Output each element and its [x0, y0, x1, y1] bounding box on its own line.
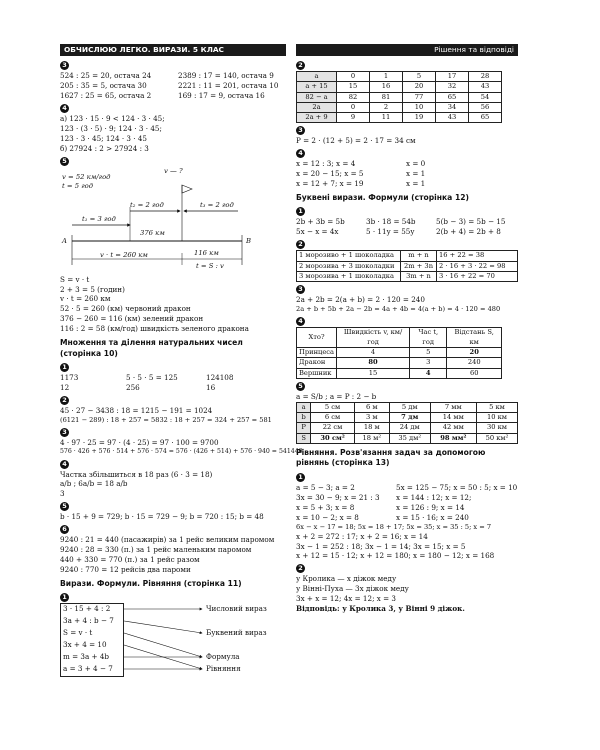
- table-cell: 18 м: [354, 423, 389, 433]
- answer-line: 205 : 35 = 5, остача 30: [60, 80, 147, 90]
- task-number: 5: [60, 157, 69, 166]
- answer-line: 4 · 97 · 25 = 97 · (4 · 25) = 97 · 100 = 9700: [60, 438, 219, 448]
- answer-line: v · t = 260 км: [60, 294, 111, 304]
- answer-line: 440 + 330 = 770 (п.) за 1 рейс разом: [60, 555, 200, 565]
- answer-line: 9240 : 21 = 440 (пасажирів) за 1 рейс великим паромом: [60, 535, 275, 545]
- answer-line: 2a + b + 5b + 2a − 2b = 4a + 4b = 4(a + b) = 4 · 120 = 480: [296, 305, 501, 314]
- task-number: 2: [296, 564, 305, 573]
- task-5-solution: [60, 275, 286, 335]
- answer-line: 116 : 2 = 58 (км/год) швидкість зеленого дракона: [60, 324, 249, 334]
- task-number: 1: [60, 593, 69, 602]
- answer-cell: 3b · 18 = 54b: [366, 217, 416, 227]
- table-header-cell: Швидкість v, км/год: [337, 328, 410, 348]
- table-cell: 14 мм: [430, 413, 476, 423]
- table-cell: 3 · 16 + 22 = 70: [437, 271, 518, 281]
- table-cell: 3m + n: [401, 271, 437, 281]
- diagram-label: t₂ = 2 год: [130, 200, 164, 209]
- table-cell: Дракон: [297, 358, 337, 368]
- section-title: Буквені вирази. Формули (сторінка 12): [296, 193, 469, 202]
- table-cell: S: [297, 433, 311, 443]
- answer-line: 169 : 17 = 9, остача 16: [178, 90, 265, 100]
- task-number: 4: [296, 149, 305, 158]
- table-cell: 6 м: [354, 402, 389, 412]
- table-cell: 7 дм: [389, 413, 430, 423]
- table-cell: 98 мм²: [430, 433, 476, 443]
- task-number: 4: [60, 460, 69, 469]
- answer-cell: 12: [60, 383, 70, 393]
- answer-line: 3x − 1 = 252 : 18; 3x − 1 = 14; 3x = 15; x = 5: [296, 541, 466, 551]
- answer-line: а) 123 · 15 · 9 < 124 · 3 · 45;: [60, 113, 165, 123]
- table-cell: 82: [337, 92, 370, 102]
- purchase-table: [296, 250, 518, 282]
- table-cell: 4: [410, 368, 447, 378]
- table-cell: a: [297, 402, 311, 412]
- table-cell: Вершник: [297, 368, 337, 378]
- answer-line: 1627 : 25 = 65, остача 2: [60, 90, 152, 100]
- answer-line: 2a + 2b = 2(a + b) = 2 · 120 = 240: [296, 295, 425, 305]
- answer-line: 2 + 3 = 5 (годин): [60, 284, 125, 294]
- task-number: 6: [60, 525, 69, 534]
- diagram-label: 376 км: [140, 228, 165, 237]
- answer-cell: x = 20 − 15; x = 5: [296, 169, 364, 179]
- diagram-label: t₁ = 3 год: [82, 214, 116, 223]
- section-title: Вирази. Формули. Рівняння (сторінка 11): [60, 579, 242, 589]
- table-cell: 0: [337, 102, 370, 112]
- answer-line: у Вінні-Пуха — 3x діжок меду: [296, 584, 409, 594]
- diagram-label: 116 км: [194, 248, 219, 257]
- table-cell: 2m + 3n: [401, 261, 437, 271]
- table-cell: 56: [469, 102, 502, 112]
- table-cell: 7 мм: [430, 402, 476, 412]
- answer-cell: 3x = 30 − 9; x = 21 : 3: [296, 492, 380, 502]
- answer-cell: x = 12 + 7; x = 19: [296, 179, 364, 189]
- table-cell: 42 мм: [430, 423, 476, 433]
- answer-line: a = S/b ; a = P : 2 − b: [296, 391, 377, 401]
- task-number: 5: [296, 382, 305, 391]
- table-cell: b: [297, 413, 311, 423]
- task-number: 2: [296, 61, 305, 70]
- diagram-label: B: [246, 236, 251, 245]
- task-number: 2: [296, 240, 305, 249]
- table-cell: 2a + 9: [297, 113, 337, 123]
- table-cell: 9: [337, 113, 370, 123]
- table-cell: 35 дм²: [389, 433, 430, 443]
- task-number: 3: [60, 61, 69, 70]
- table-cell: 20: [403, 82, 436, 92]
- task-number: 2: [60, 396, 69, 405]
- table-cell: 5: [410, 348, 447, 358]
- table-cell: 43: [469, 82, 502, 92]
- table-cell: 28: [469, 72, 502, 82]
- table-header-cell: Хто?: [297, 328, 337, 348]
- s1-task-1-answers: [60, 373, 286, 393]
- table-cell: 6 см: [311, 413, 355, 423]
- answer-cell: 256: [126, 383, 140, 393]
- table-cell: 30 см²: [311, 433, 355, 443]
- answer-cell: x = 10 − 2; x = 8: [296, 512, 359, 522]
- match-item: 3x + 4 = 10: [63, 640, 107, 650]
- diagram-label: v · t = 260 км: [100, 250, 148, 259]
- s1-task-1-answers: [296, 217, 518, 237]
- table-cell: 0: [337, 72, 370, 82]
- table-cell: 30 км: [476, 423, 517, 433]
- diagram-label: v = 52 км/год: [62, 172, 111, 181]
- match-target: Числовий вираз: [206, 604, 267, 614]
- table-header-cell: Відстань S, км: [447, 328, 502, 348]
- table-cell: 10: [403, 102, 436, 112]
- table-cell: 77: [403, 92, 436, 102]
- table-cell: 3: [410, 358, 447, 368]
- table-cell: 1 морозиво + 1 шоколадка: [297, 251, 401, 261]
- table-cell: 16 + 22 = 38: [437, 251, 518, 261]
- answer-line: Частка збільшиться в 18 раз (6 · 3 = 18): [60, 469, 213, 479]
- table-header-cell: Час t, год: [410, 328, 447, 348]
- table-cell: 15: [337, 82, 370, 92]
- table-cell: 5 км: [476, 402, 517, 412]
- task-number: 1: [296, 207, 305, 216]
- table-cell: 50 км²: [476, 433, 517, 443]
- answer-line: x + 2 = 272 : 17; x + 2 = 16; x = 14: [296, 531, 428, 541]
- table-cell: 82 − a: [297, 92, 337, 102]
- answer-cell: x = 12 : 3; x = 4: [296, 159, 356, 169]
- match-left-box: [60, 603, 124, 677]
- table-cell: 3 морозива + 1 шоколадка: [297, 271, 401, 281]
- answer-line: 52 · 5 = 260 (км) червоний дракон: [60, 304, 191, 314]
- section-title: Множення та ділення натуральних чисел (сторінка 10): [60, 338, 243, 358]
- answer-line: P = 2 · (12 + 5) = 2 · 17 = 34 см: [296, 136, 416, 146]
- table-cell: 34: [436, 102, 469, 112]
- answer-line: b · 15 + 9 = 729; b · 15 = 729 − 9; b = 720 : 15; b = 48: [60, 512, 264, 522]
- header-right-title: Рішення та відповіді: [296, 44, 518, 56]
- table-cell: m + n: [401, 251, 437, 261]
- answer-cell: x = 15 · 16; x = 240: [396, 512, 469, 522]
- task-number: 3: [60, 428, 69, 437]
- answer-cell: x = 1: [406, 169, 426, 179]
- table-cell: 24 дм: [389, 423, 430, 433]
- task-3-answers: [60, 71, 286, 101]
- table-cell: 54: [469, 92, 502, 102]
- table-cell: 20: [447, 348, 502, 358]
- task-number: 4: [296, 317, 305, 326]
- task-number: 4: [60, 104, 69, 113]
- answer-cell: 16: [206, 383, 216, 393]
- answer-cell: 5 · 5 · 5 = 125: [126, 373, 178, 383]
- diagram-label: A: [62, 236, 67, 245]
- answer-line: 576 · 426 + 576 · 514 + 576 · 574 = 576 · (426 + 514) + 576 · 940 = 541440: [60, 447, 303, 455]
- values-table: [296, 71, 502, 123]
- table-cell: 18 м²: [354, 433, 389, 443]
- answer-cell: 5 · 11y = 55y: [366, 227, 415, 237]
- match-target: Формула: [206, 652, 240, 662]
- answer-line: у Кролика — x діжок меду: [296, 574, 397, 584]
- answer-line: S = v · t: [60, 274, 90, 284]
- table-cell: 19: [403, 113, 436, 123]
- answer-line: 3: [60, 489, 65, 499]
- table-cell: 3 м: [354, 413, 389, 423]
- rectangle-table: [296, 402, 518, 444]
- answer-line: 376 − 260 = 116 (км) зелений дракон: [60, 314, 204, 324]
- answer-line: 6x − x − 17 = 18; 5x = 18 + 17; 5x = 35; x = 35 : 5; x = 7: [296, 522, 492, 531]
- table-cell: 2: [370, 102, 403, 112]
- answer-line: б) 27924 : 2 > 27924 : 3: [60, 143, 149, 153]
- match-target: Буквений вираз: [206, 628, 267, 638]
- table-cell: 80: [337, 358, 410, 368]
- answer-line: Відповідь: у Кролика 3, у Вінні 9 діжок.: [296, 604, 465, 614]
- answer-line: x + 12 = 15 · 12; x + 12 = 180; x = 180 − 12; x = 168: [296, 551, 495, 561]
- s2-task-1-answers: [296, 483, 518, 562]
- task-4-answers: [60, 114, 286, 154]
- table-cell: 2a: [297, 102, 337, 112]
- diagram-label: t = S : v: [196, 261, 224, 270]
- task-number: 3: [296, 285, 305, 294]
- s2-task-2-answers: [296, 574, 518, 614]
- answer-line: 3x + x = 12; 4x = 12; x = 3: [296, 594, 397, 604]
- motion-diagram: [60, 167, 260, 275]
- table-cell: 32: [436, 82, 469, 92]
- table-cell: 65: [469, 113, 502, 123]
- answer-line: a/b ; 6a/b = 18 a/b: [60, 479, 128, 489]
- table-cell: Принцеса: [297, 348, 337, 358]
- answer-cell: x = 1: [406, 179, 426, 189]
- answer-line: 2221 : 11 = 201, остача 10: [178, 80, 279, 90]
- answer-cell: x = 126 : 9; x = 14: [396, 502, 465, 512]
- task-number: 5: [60, 502, 69, 511]
- match-target: Рівняння: [206, 664, 241, 674]
- match-item: 3 · 15 + 4 : 2: [63, 604, 111, 614]
- motion-table: [296, 327, 502, 379]
- match-item: S = v · t: [63, 628, 93, 638]
- answer-line: 524 : 25 = 20, остача 24: [60, 71, 152, 80]
- answer-line: 9240 : 770 = 12 рейсів два пароми: [60, 565, 191, 575]
- answer-line: 9240 : 28 = 330 (п.) за 1 рейс маленьким паромом: [60, 545, 252, 555]
- answer-line: 123 · (3 · 5) · 9; 124 · 3 · 45;: [60, 123, 162, 133]
- task-number: 1: [60, 363, 69, 372]
- right-column: [296, 58, 518, 614]
- match-item: 3a + 4 : b − 7: [63, 616, 114, 626]
- answer-cell: 5x − x = 4x: [296, 227, 339, 237]
- table-cell: 22 см: [311, 423, 355, 433]
- table-cell: a: [297, 72, 337, 82]
- diagram-label: v — ?: [164, 166, 183, 175]
- answer-line: (6121 − 289) : 18 + 257 = 5832 : 18 + 257 = 324 + 257 = 581: [60, 415, 272, 424]
- table-cell: 11: [370, 113, 403, 123]
- table-cell: 2 морозива + 3 шоколадки: [297, 261, 401, 271]
- task-number: 3: [296, 126, 305, 135]
- table-cell: 2 · 16 + 3 · 22 = 98: [437, 261, 518, 271]
- match-item: a = 3 + 4 − 7: [63, 664, 113, 674]
- answer-cell: 5(b − 3) = 5b − 15: [436, 217, 506, 227]
- answer-cell: x = 5 + 3; x = 8: [296, 502, 355, 512]
- table-cell: 5 см: [311, 402, 355, 412]
- table-cell: 17: [436, 72, 469, 82]
- answer-line: 123 · 3 · 45; 124 · 3 · 45: [60, 133, 147, 143]
- answer-cell: 2b + 3b = 5b: [296, 217, 345, 227]
- answer-cell: x = 0: [406, 159, 426, 169]
- table-cell: 60: [447, 368, 502, 378]
- table-cell: 5: [403, 72, 436, 82]
- answer-cell: 2(b + 4) = 2b + 8: [436, 227, 501, 237]
- table-cell: 240: [447, 358, 502, 368]
- task-4-answers: [296, 159, 518, 189]
- table-cell: a + 15: [297, 82, 337, 92]
- table-cell: 5 дм: [389, 402, 430, 412]
- section-title: Рівняння. Розв'язання задач за допомогою рівнянь (сторінка 13): [296, 447, 486, 468]
- task-number: 1: [296, 473, 305, 482]
- table-cell: 10 км: [476, 413, 517, 423]
- match-item: m = 3a + 4b: [63, 652, 110, 662]
- table-cell: 81: [370, 92, 403, 102]
- answer-line: 45 · 27 − 3438 : 18 = 1215 − 191 = 1024: [60, 406, 213, 415]
- diagram-label: t = 5 год: [62, 181, 94, 190]
- table-cell: 65: [436, 92, 469, 102]
- table-cell: 1: [370, 72, 403, 82]
- matching-exercise: [60, 603, 286, 683]
- header-left-title: ОБЧИСЛЮЮ ЛЕГКО. ВИРАЗИ. 5 КЛАС: [60, 44, 286, 56]
- answer-cell: x = 144 : 12; x = 12;: [396, 492, 472, 502]
- table-cell: 16: [370, 82, 403, 92]
- table-cell: 4: [337, 348, 410, 358]
- table-cell: P: [297, 423, 311, 433]
- table-cell: 43: [436, 113, 469, 123]
- answer-cell: a = 5 − 3; a = 2: [296, 482, 355, 492]
- table-cell: 15: [337, 368, 410, 378]
- left-column: [60, 58, 303, 683]
- diagram-label: t₃ = 2 год: [200, 200, 234, 209]
- answer-cell: 1173: [60, 373, 79, 383]
- answer-line: 2389 : 17 = 140, остача 9: [178, 71, 274, 80]
- answer-cell: 5x = 125 − 75; x = 50 : 5; x = 10: [396, 482, 518, 492]
- answer-cell: 124108: [206, 373, 234, 383]
